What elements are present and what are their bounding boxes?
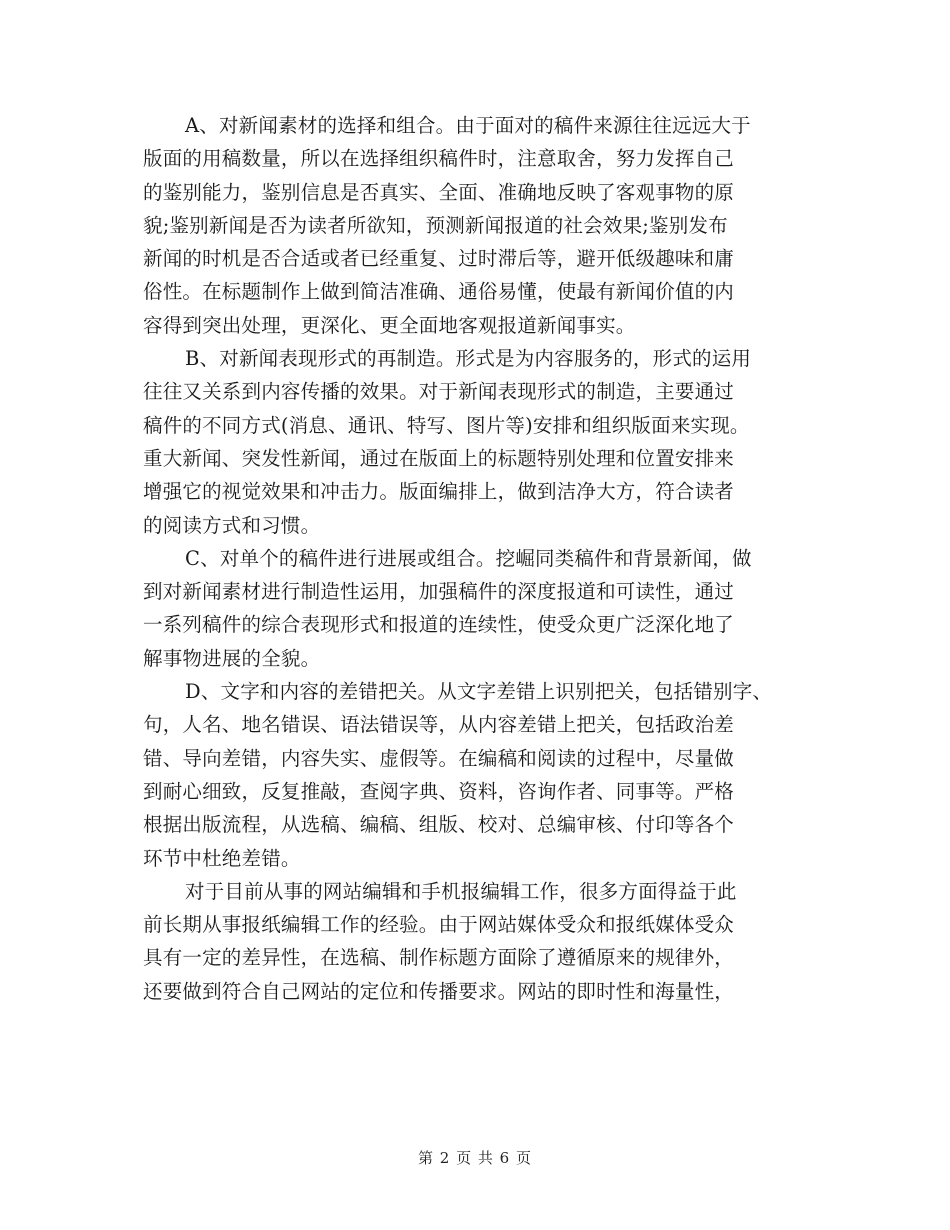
paragraph-e	[143, 875, 823, 1008]
text-line: 还要做到符合自己网站的定位和传播要求。网站的即时性和海量性，	[143, 979, 735, 1003]
page-number-footer: 第 2 页 共 6 页	[418, 1149, 532, 1167]
text-line: A、对新闻素材的选择和组合。由于面对的稿件来源往往远远大于	[185, 114, 751, 137]
text-line: 版面的用稿数量，所以在选择组织稿件时，注意取舍，努力发挥自己	[143, 147, 735, 171]
text-line: 一系列稿件的综合表现形式和报道的连续性，使受众更广泛深化地了	[143, 613, 735, 637]
text-line: 往往又关系到内容传播的效果。对于新闻表现形式的制造，主要通过	[143, 380, 735, 404]
text-line: 具有一定的差异性，在选稿、制作标题方面除了遵循原来的规律外，	[143, 946, 735, 970]
text-line: 到耐心细致，反复推敲，查阅字典、资料，咨询作者、同事等。严格	[143, 779, 735, 803]
text-line: 到对新闻素材进行制造性运用，加强稿件的深度报道和可读性，通过	[143, 580, 735, 604]
text-line: 俗性。在标题制作上做到简洁准确、通俗易懂，使最有新闻价值的内	[143, 280, 735, 304]
text-line: C、对单个的稿件进行进展或组合。挖崛同类稿件和背景新闻，做	[185, 546, 752, 570]
text-line: 貌;鉴别新闻是否为读者所欲知，预测新闻报道的社会效果;鉴别发布	[143, 213, 728, 237]
text-line: 稿件的不同方式(消息、通讯、特写、图片等)安排和组织版面来实现。	[143, 413, 750, 437]
paragraph-a	[143, 109, 823, 342]
text-line: 新闻的时机是否合适或者已经重复、过时滞后等，避开低级趣味和庸	[143, 247, 735, 271]
text-line: 的鉴别能力，鉴别信息是否真实、全面、准确地反映了客观事物的原	[143, 180, 735, 204]
text-line: 解事物进展的全貌。	[143, 646, 321, 670]
text-line: 的阅读方式和习惯。	[143, 513, 321, 537]
text-line: B、对新闻表现形式的再制造。形式是为内容服务的，形式的运用	[185, 347, 752, 371]
text-line: 环节中杜绝差错。	[143, 846, 301, 870]
paragraph-b	[143, 342, 823, 542]
text-line: 重大新闻、突发性新闻，通过在版面上的标题特别处理和位置安排来	[143, 446, 735, 470]
text-line: 前长期从事报纸编辑工作的经验。由于网站媒体受众和报纸媒体受众	[143, 913, 735, 937]
text-line: D、文字和内容的差错把关。从文字差错上识别把关，包括错别字、	[185, 680, 773, 704]
text-line: 根据出版流程，从选稿、编稿、组版、校对、总编审核、付印等各个	[143, 813, 735, 837]
document-body	[143, 109, 823, 1008]
text-line: 句，人名、地名错误、语法错误等，从内容差错上把关，包括政治差	[143, 713, 735, 737]
text-line: 容得到突出处理，更深化、更全面地客观报道新闻事实。	[143, 313, 636, 337]
text-line: 错、导向差错，内容失实、虚假等。在编稿和阅读的过程中，尽量做	[143, 746, 735, 770]
text-line: 增强它的视觉效果和冲击力。版面编排上，做到洁净大方，符合读者	[143, 480, 735, 504]
paragraph-c	[143, 542, 823, 675]
text-line: 对于目前从事的网站编辑和手机报编辑工作，很多方面得益于此	[185, 879, 737, 903]
paragraph-d	[143, 675, 823, 875]
